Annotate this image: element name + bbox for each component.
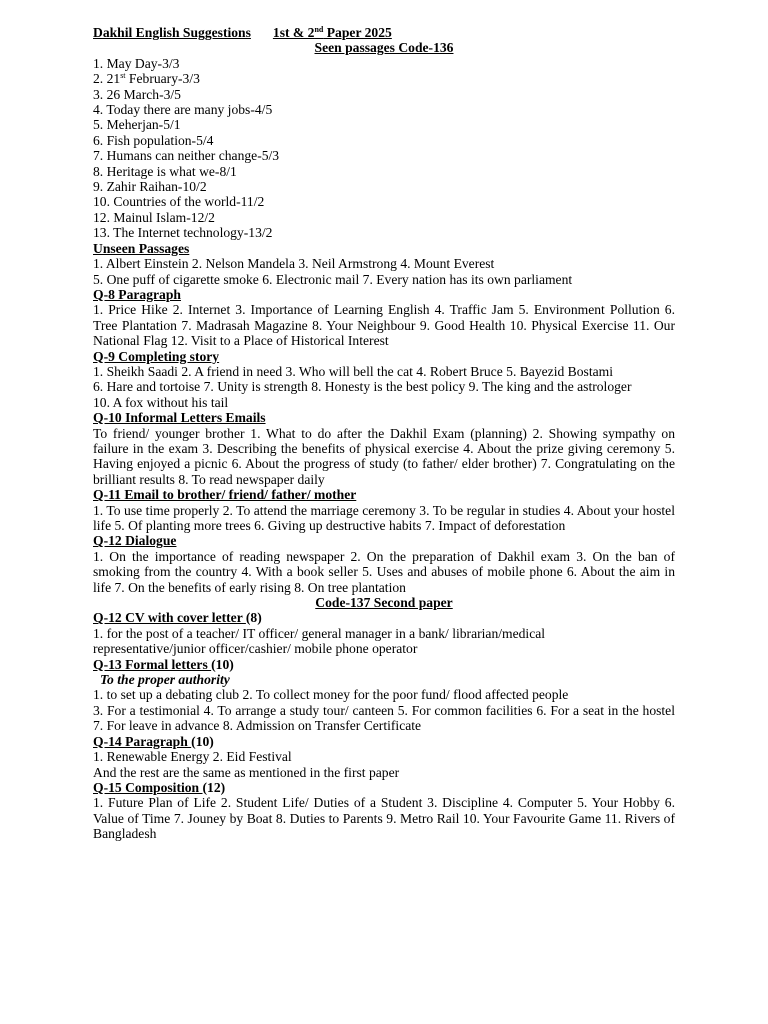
q13-topics-line: 1. to set up a debating club 2. To collect money for the poor fund/ flood affected people — [93, 687, 569, 703]
q14-note: And the rest are the same as mentioned in the first paper — [93, 764, 400, 780]
marks: (10) — [211, 656, 234, 672]
list-item: 10. Countries of the world-11/2 — [93, 194, 265, 210]
list-item: 9. Zahir Raihan-10/2 — [93, 179, 207, 195]
list-item: 4. Today there are many jobs-4/5 — [93, 102, 273, 118]
list-item: 2. 21st February-3/3 — [93, 71, 200, 87]
seen-passages-list — [93, 56, 675, 241]
q10-topics: To friend/ younger brother 1. What to do after the Dakhil Exam (planning) 2. Showing sympathy on failure in the exam 3. Describing the benefits of physical exercise 4. About the prize giving ceremony 5. Having enjoyed a picnic 6. About the progress of study (to father/ elder brother) 7. Congratulating on the brilliant results 8. To read newspaper daily — [93, 425, 675, 487]
marks: (10) — [191, 733, 214, 749]
q15-topics: 1. Future Plan of Life 2. Student Life/ Duties of a Student 3. Discipline 4. Computer 5. Your Hobby 6. Value of Time 7. Jouney by Boat 8. Duties to Parents 9. Metro Rail 10. Your Favourite Game 11. Rivers of Bangladesh — [93, 795, 675, 842]
q11-topics: 1. To use time properly 2. To attend the marriage ceremony 3. To be regular in studies 4. About your hostel life 5. Of planting more trees 6. Giving up destructive habits 7. Impact of deforestation — [93, 502, 675, 533]
q15-heading: Q-15 Composition (12) — [93, 779, 226, 795]
marks: (12) — [202, 779, 226, 795]
marks: (8) — [245, 610, 262, 626]
unseen-passages-line: 1. Albert Einstein 2. Nelson Mandela 3. Neil Armstrong 4. Mount Everest — [93, 256, 495, 272]
q9-heading: Q-9 Completing story — [93, 348, 220, 364]
q9-topics-line: 1. Sheikh Saadi 2. A friend in need 3. Who will bell the cat 4. Robert Bruce 5. Bayezid Bostami — [93, 363, 613, 379]
q14-heading: Q-14 Paragraph (10) — [93, 733, 214, 749]
q10-heading: Q-10 Informal Letters Emails — [93, 410, 266, 426]
document-title — [93, 25, 675, 40]
second-paper-heading: Code-137 Second paper — [315, 595, 453, 611]
list-item: 3. 26 March-3/5 — [93, 86, 181, 102]
q13-topics: 3. For a testimonial 4. To arrange a study tour/ canteen 5. For common facilities 6. For a seat in the hostel 7. For leave in advance 8. Admission on Transfer Certificate — [93, 702, 675, 734]
q13-heading: Q-13 Formal letters (10) — [93, 656, 234, 672]
q12-cv-topic-line: 1. for the post of a teacher/ IT officer/ general manager in a bank/ librarian/medical — [93, 625, 546, 641]
unseen-passages-heading: Unseen Passages — [93, 240, 190, 256]
q9-topics-line: 6. Hare and tortoise 7. Unity is strength 8. Honesty is the best policy 9. The king and the astrologer — [93, 379, 632, 395]
q8-topics: 1. Price Hike 2. Internet 3. Importance of Learning English 4. Traffic Jam 5. Environment Pollution 6. Tree Plantation 7. Madrasah Magazine 8. Your Neighbour 9. Good Health 10. Physical Exercise 11. Our National Flag 12. Visit to a Place of Historical Interest — [93, 302, 675, 349]
q9-topics-line: 10. A fox without his tail — [93, 394, 229, 410]
q14-topics-line: 1. Renewable Energy 2. Eid Festival — [93, 749, 292, 765]
unseen-passages-line: 5. One puff of cigarette smoke 6. Electronic mail 7. Every nation has its own parliament — [93, 271, 573, 287]
list-item: 1. May Day-3/3 — [93, 55, 180, 71]
list-item: 7. Humans can neither change-5/3 — [93, 148, 280, 164]
list-item: 5. Meherjan-5/1 — [93, 117, 181, 133]
list-item: 8. Heritage is what we-8/1 — [93, 163, 237, 179]
title-main: Dakhil English Suggestions — [93, 25, 251, 40]
title-year: Paper 2025 — [323, 25, 392, 40]
list-item: 13. The Internet technology-13/2 — [93, 225, 273, 241]
list-item: 6. Fish population-5/4 — [93, 132, 214, 148]
list-item: 12. Mainul Islam-12/2 — [93, 209, 215, 225]
title-superscript: nd — [314, 25, 324, 34]
q13-subheading: To the proper authority — [100, 672, 230, 688]
seen-passages-heading: Seen passages Code-136 — [314, 40, 454, 56]
q12-cv-heading: Q-12 CV with cover letter (8) — [93, 610, 262, 626]
q12-heading: Q-12 Dialogue — [93, 533, 177, 549]
title-paper: 1st & 2 — [272, 25, 315, 40]
q11-heading: Q-11 Email to brother/ friend/ father/ mother — [93, 487, 357, 503]
q8-heading: Q-8 Paragraph — [93, 286, 181, 302]
q12-cv-topic-line: representative/junior officer/cashier/ mobile phone operator — [93, 641, 418, 657]
q12-topics: 1. On the importance of reading newspaper 2. On the preparation of Dakhil exam 3. On the ban of smoking from the country 4. With a book seller 5. Uses and abuses of mobile phone 6. About the aim in life 7. On the benefits of early rising 8. On tree plantation — [93, 548, 675, 595]
